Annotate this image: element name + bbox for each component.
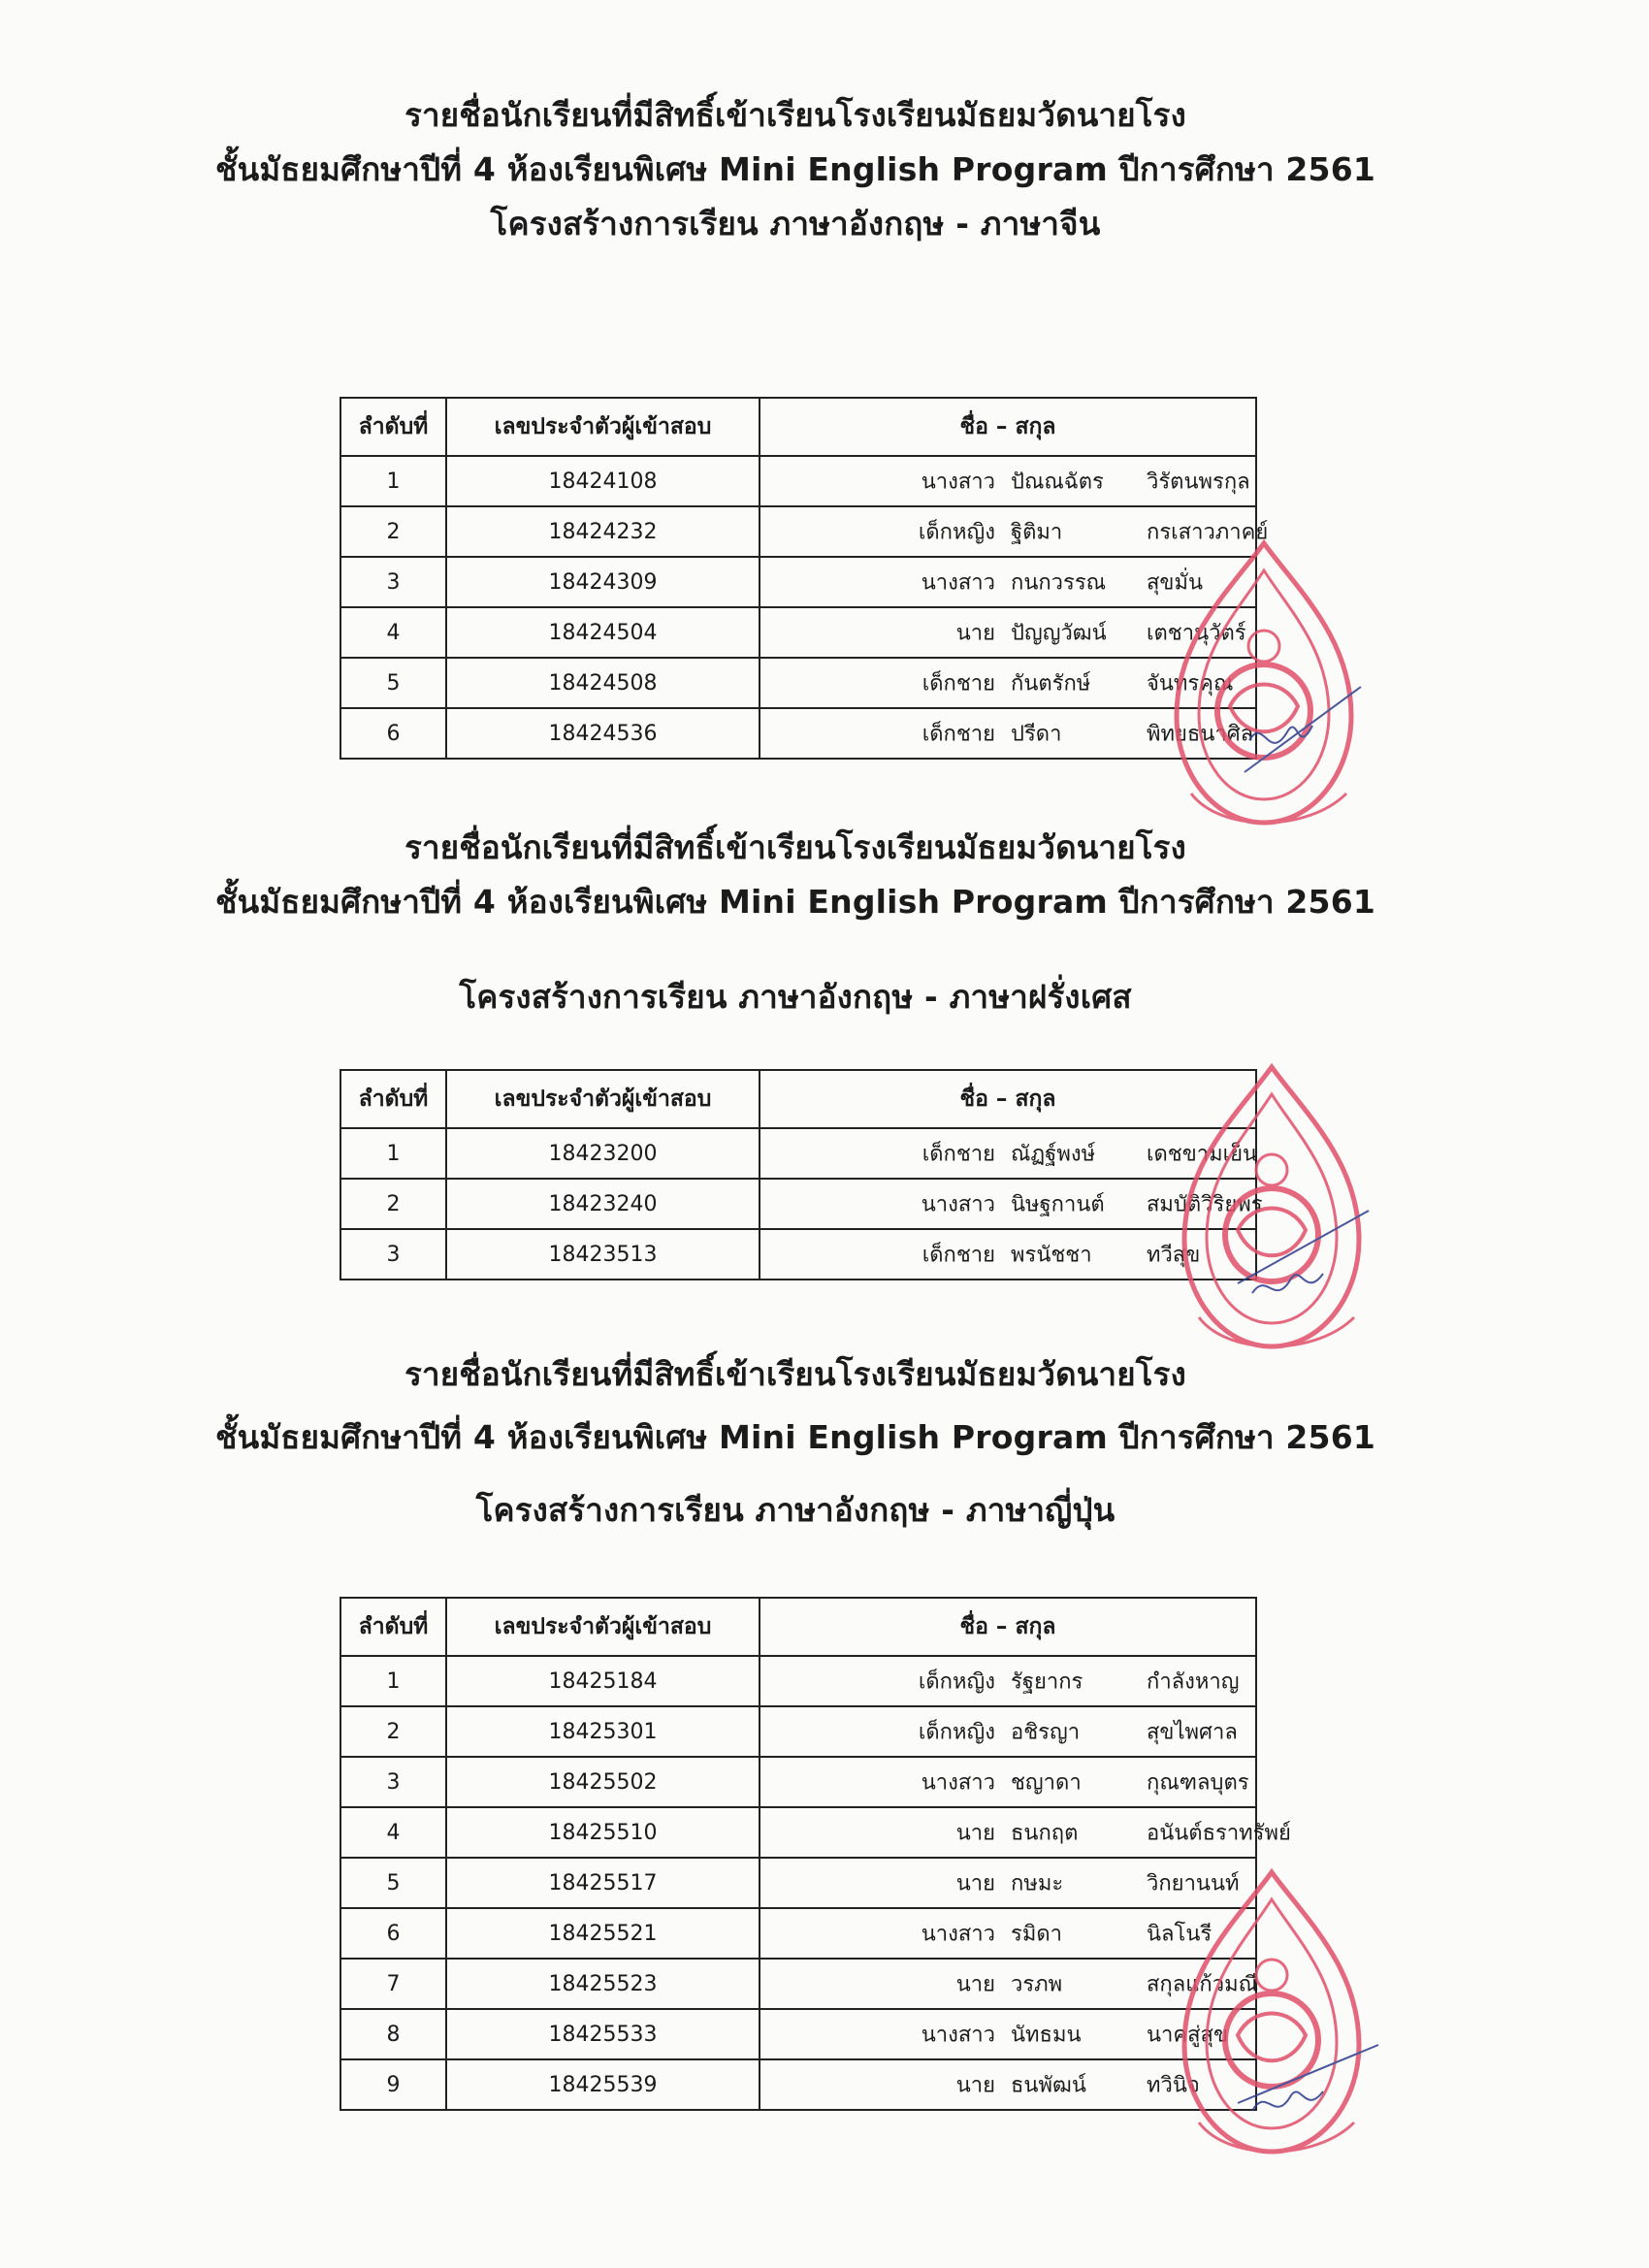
first-name: ปรีดา: [1011, 722, 1062, 747]
table-header-row: [340, 398, 1256, 456]
table-header-row: [340, 1070, 1256, 1128]
full-name: [760, 1229, 1256, 1280]
section-3-title-line1: รายชื่อนักเรียนที่มีสิทธิ์เข้าเรียนโรงเรียนมัธยมวัดนายโรง: [404, 1355, 1186, 1393]
row-number: 9: [340, 2059, 446, 2110]
table-row: [340, 557, 1256, 607]
first-name: นัทธมน: [1011, 2023, 1082, 2048]
first-name: กนกวรรณ: [1011, 570, 1107, 596]
name-prefix: เด็กหญิง: [918, 1669, 995, 1695]
row-number: 2: [340, 506, 446, 557]
first-name: ชญาดา: [1011, 1770, 1082, 1796]
full-name: [760, 456, 1256, 506]
row-number: 7: [340, 1959, 446, 2009]
first-name: ณัฏฐ์พงษ์: [1011, 1142, 1096, 1167]
exam-id: 18425301: [446, 1706, 760, 1757]
row-number: 5: [340, 1858, 446, 1908]
row-number: 4: [340, 1807, 446, 1858]
name-prefix: นาย: [955, 2073, 995, 2098]
section-1-table: [340, 397, 1269, 760]
section-3-table: [340, 1597, 1291, 2111]
table-row: [340, 607, 1256, 658]
full-name: [760, 1179, 1263, 1229]
name-prefix: นาย: [955, 621, 995, 646]
last-name: ทวินิจ: [1147, 2073, 1200, 2098]
last-name: วิกยานนท์: [1147, 1871, 1240, 1896]
name-prefix: นาย: [955, 1821, 995, 1846]
section-1-title-line2: ชั้นมัธยมศึกษาปีที่ 4 ห้องเรียนพิเศษ Mini English Program ปีการศึกษา 2561: [214, 150, 1376, 188]
section-2-table: [340, 1069, 1263, 1280]
exam-id: 18425533: [446, 2009, 760, 2059]
table-row: [340, 1229, 1256, 1280]
section-1-title-line3: โครงสร้างการเรียน ภาษาอังกฤษ - ภาษาจีน: [490, 205, 1101, 243]
full-name: [760, 1959, 1256, 2009]
section-2-title-line3: โครงสร้างการเรียน ภาษาอังกฤษ - ภาษาฝรั่งเศส: [459, 978, 1132, 1016]
exam-id: 18425517: [446, 1858, 760, 1908]
name-prefix: เด็กชาย: [922, 722, 995, 747]
table-row: [340, 1179, 1256, 1229]
name-prefix: นาย: [955, 1871, 995, 1896]
first-name: ธนกฤต: [1011, 1821, 1079, 1846]
table-row: [340, 1706, 1256, 1757]
last-name: เตชานุวัตร์: [1147, 621, 1246, 646]
last-name: กุณฑลบุตร: [1147, 1770, 1249, 1796]
row-number: 3: [340, 557, 446, 607]
section-3-title-line3: โครงสร้างการเรียน ภาษาอังกฤษ - ภาษาญี่ปุ่น: [475, 1491, 1116, 1529]
last-name: พิทยธนาศิล: [1147, 722, 1254, 747]
header-exam-id: เลขประจำตัวผู้เข้าสอบ: [446, 1598, 760, 1656]
full-name: [760, 1656, 1256, 1706]
header-no: ลำดับที่: [340, 1070, 446, 1128]
full-name: [760, 1757, 1256, 1807]
first-name: รมิดา: [1011, 1922, 1062, 1947]
header-exam-id: เลขประจำตัวผู้เข้าสอบ: [446, 1070, 760, 1128]
last-name: กรเสาวภาคย์: [1147, 520, 1269, 545]
header-full-name: ชื่อ – สกุล: [760, 1598, 1256, 1656]
first-name: วรภพ: [1011, 1972, 1063, 1997]
row-number: 6: [340, 708, 446, 759]
exam-id: 18424309: [446, 557, 760, 607]
table-row: [340, 2059, 1256, 2110]
name-prefix: เด็กชาย: [922, 1142, 995, 1167]
first-name: ธนพัฒน์: [1011, 2073, 1086, 2098]
table-row: [340, 1959, 1256, 2009]
last-name: ทวีสุข: [1147, 1243, 1201, 1268]
first-name: กษมะ: [1011, 1871, 1064, 1896]
full-name: [760, 1706, 1256, 1757]
name-prefix: นาย: [955, 1972, 995, 1997]
full-name: [760, 1858, 1256, 1908]
name-prefix: นางสาว: [921, 2023, 995, 2048]
row-number: 1: [340, 456, 446, 506]
last-name: เดชขามเย็น: [1147, 1142, 1258, 1167]
exam-id: 18425539: [446, 2059, 760, 2110]
full-name: [760, 1807, 1291, 1858]
row-number: 2: [340, 1706, 446, 1757]
exam-id: 18425184: [446, 1656, 760, 1706]
table-header-row: [340, 1598, 1256, 1656]
last-name: สุขมั่น: [1147, 570, 1204, 596]
name-prefix: เด็กชาย: [922, 671, 995, 697]
last-name: กำลังหาญ: [1147, 1669, 1240, 1695]
row-number: 4: [340, 607, 446, 658]
exam-id: 18425510: [446, 1807, 760, 1858]
name-prefix: เด็กหญิง: [918, 1720, 995, 1745]
exam-id: 18424504: [446, 607, 760, 658]
full-name: [760, 557, 1256, 607]
full-name: [760, 1908, 1256, 1959]
exam-id: 18425502: [446, 1757, 760, 1807]
section-2-title-line1: รายชื่อนักเรียนที่มีสิทธิ์เข้าเรียนโรงเรียนมัธยมวัดนายโรง: [404, 828, 1186, 866]
exam-id: 18424508: [446, 658, 760, 708]
exam-id: 18423240: [446, 1179, 760, 1229]
table-row: [340, 1908, 1256, 1959]
table-row: [340, 1656, 1256, 1706]
table-row: [340, 2009, 1256, 2059]
table-row: [340, 1128, 1256, 1179]
exam-id: 18425521: [446, 1908, 760, 1959]
table-row: [340, 1807, 1256, 1858]
row-number: 1: [340, 1656, 446, 1706]
table-row: [340, 658, 1256, 708]
full-name: [760, 2009, 1256, 2059]
section-1-title-line1: รายชื่อนักเรียนที่มีสิทธิ์เข้าเรียนโรงเรียนมัธยมวัดนายโรง: [404, 96, 1186, 134]
table-row: [340, 456, 1256, 506]
row-number: 6: [340, 1908, 446, 1959]
first-name: อชิรญา: [1011, 1720, 1081, 1745]
name-prefix: นางสาว: [921, 1770, 995, 1796]
first-name: กันตรักษ์: [1011, 671, 1091, 697]
last-name: นิลโนรี: [1147, 1922, 1212, 1947]
table-row: [340, 506, 1256, 557]
exam-id: 18425523: [446, 1959, 760, 2009]
name-prefix: นางสาว: [921, 1922, 995, 1947]
last-name: อนันต์ธราทรัพย์: [1147, 1821, 1291, 1846]
exam-id: 18424108: [446, 456, 760, 506]
first-name: พรนัชชา: [1011, 1243, 1092, 1268]
table-row: [340, 708, 1256, 759]
first-name: ปัณณฉัตร: [1011, 470, 1104, 495]
header-exam-id: เลขประจำตัวผู้เข้าสอบ: [446, 398, 760, 456]
table-row: [340, 1757, 1256, 1807]
full-name: [760, 607, 1256, 658]
header-full-name: ชื่อ – สกุล: [760, 1070, 1256, 1128]
table-row: [340, 1858, 1256, 1908]
exam-id: 18423200: [446, 1128, 760, 1179]
first-name: รัฐยากร: [1011, 1669, 1083, 1695]
last-name: สุขไพศาล: [1147, 1720, 1238, 1745]
section-2-title-line2: ชั้นมัธยมศึกษาปีที่ 4 ห้องเรียนพิเศษ Mini English Program ปีการศึกษา 2561: [214, 883, 1376, 921]
exam-id: 18424232: [446, 506, 760, 557]
full-name: [760, 506, 1269, 557]
full-name: [760, 658, 1256, 708]
name-prefix: เด็กหญิง: [918, 520, 995, 545]
row-number: 3: [340, 1229, 446, 1280]
header-full-name: ชื่อ – สกุล: [760, 398, 1256, 456]
name-prefix: นางสาว: [921, 1192, 995, 1217]
full-name: [760, 2059, 1256, 2110]
first-name: นิษฐกานต์: [1011, 1192, 1105, 1217]
row-number: 2: [340, 1179, 446, 1229]
name-prefix: เด็กชาย: [922, 1243, 995, 1268]
last-name: สกุลแก้วมณี: [1147, 1972, 1258, 1997]
name-prefix: นางสาว: [921, 470, 995, 495]
section-3-title-line2: ชั้นมัธยมศึกษาปีที่ 4 ห้องเรียนพิเศษ Mini English Program ปีการศึกษา 2561: [214, 1418, 1376, 1456]
full-name: [760, 708, 1256, 759]
last-name: จันทรคุณ: [1147, 671, 1234, 697]
header-no: ลำดับที่: [340, 1598, 446, 1656]
first-name: ฐิติมา: [1011, 520, 1063, 545]
row-number: 3: [340, 1757, 446, 1807]
exam-id: 18423513: [446, 1229, 760, 1280]
header-no: ลำดับที่: [340, 398, 446, 456]
row-number: 5: [340, 658, 446, 708]
last-name: นาคสู่สุข: [1147, 2023, 1229, 2048]
full-name: [760, 1128, 1256, 1179]
name-prefix: นางสาว: [921, 570, 995, 596]
last-name: สมบัติวิริยพร: [1147, 1192, 1263, 1217]
row-number: 1: [340, 1128, 446, 1179]
row-number: 8: [340, 2009, 446, 2059]
exam-id: 18424536: [446, 708, 760, 759]
first-name: ปัญญวัฒน์: [1011, 621, 1107, 646]
last-name: วิรัตนพรกุล: [1147, 470, 1250, 495]
